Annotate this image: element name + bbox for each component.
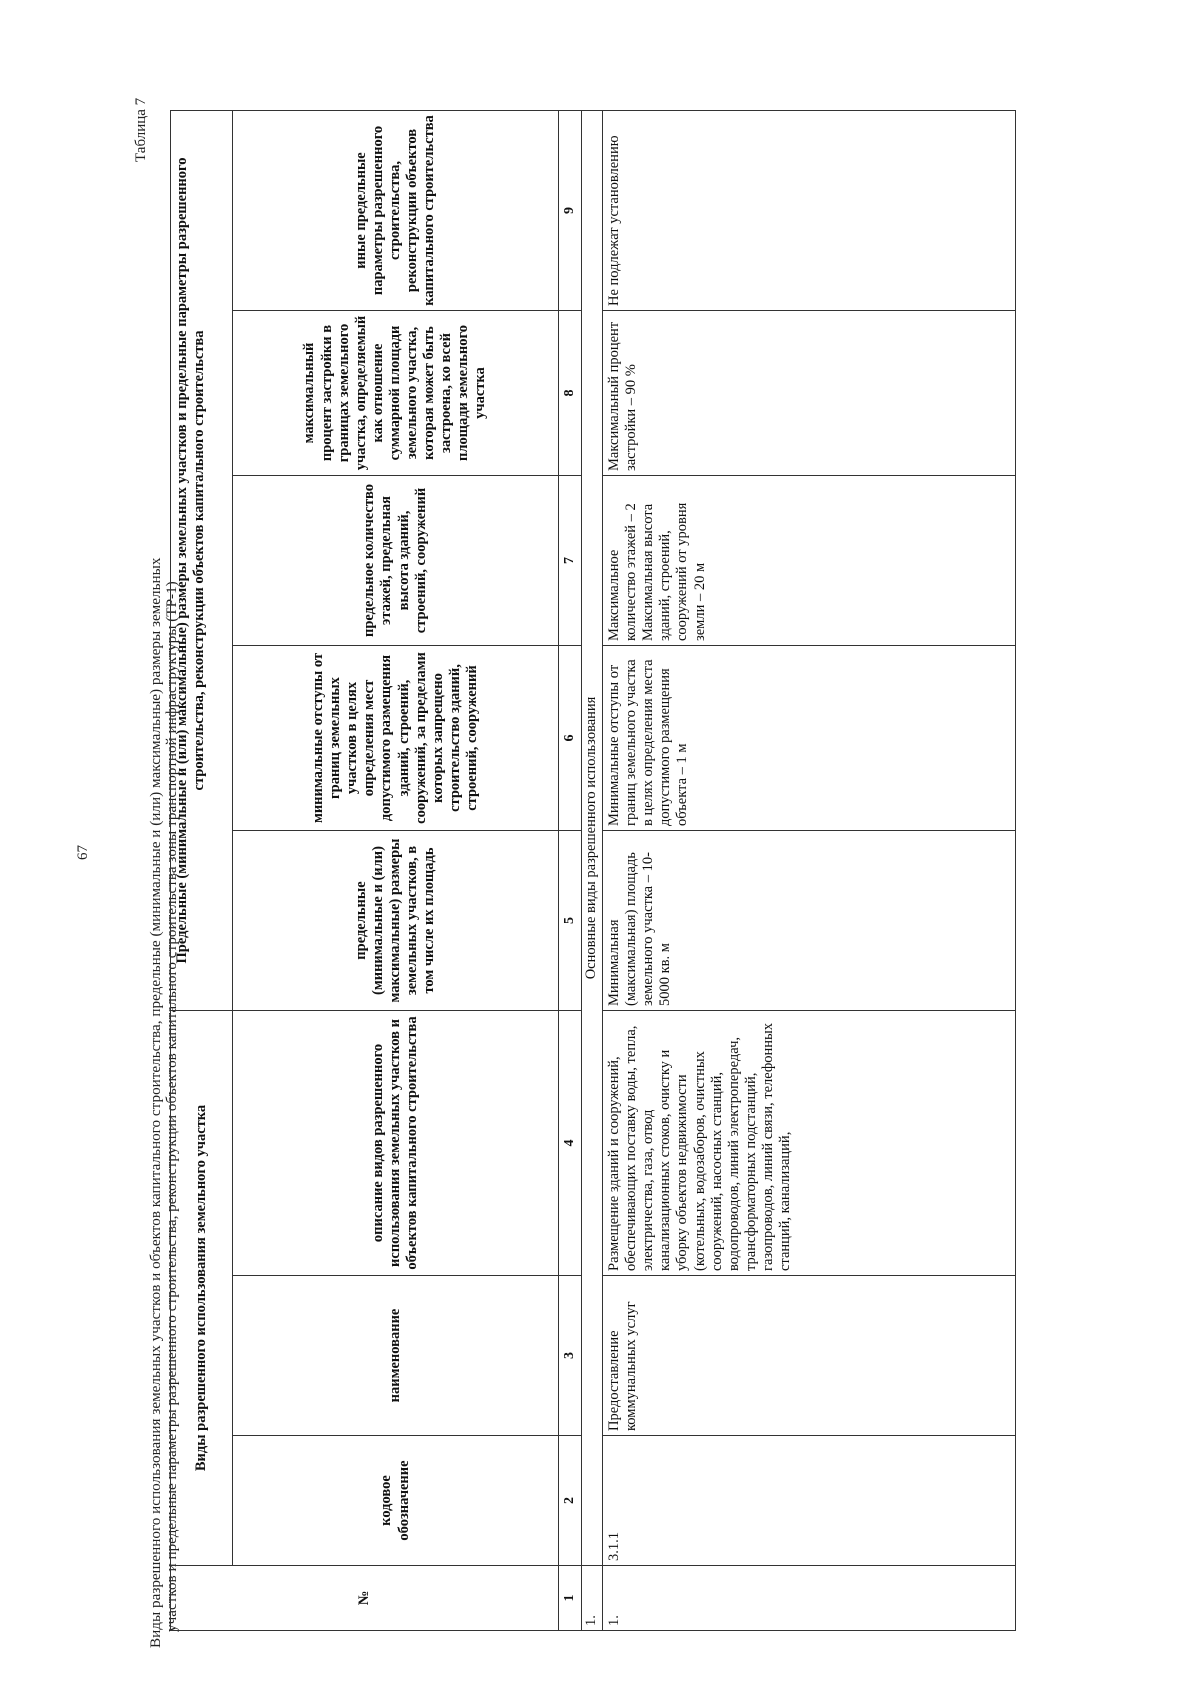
page-number: 67 [75, 845, 91, 860]
col-number-1: 1 [559, 1566, 582, 1631]
header-other: иные предельные параметры разрешенного строительства, реконструкции объектов капитального строительства [233, 110, 559, 310]
header-no: № [171, 1566, 559, 1631]
col-number-5: 5 [559, 831, 582, 1011]
header-area: предельные (минимальные и (или) максимальные) размеры земельных участков, в том числе их площадь [233, 831, 559, 1011]
row-setbacks: Минимальные отступы от границ земельного участка в целях определения места допустимого размещения объекта – 1 м [603, 646, 1016, 831]
col-number-4: 4 [559, 1011, 582, 1276]
row-description: Размещение зданий и сооружений, обеспечивающих поставку воды, тепла, электричества, газа, отвод канализационных стоков, очистку и уборку объектов недвижимости (котельных, водозаборов, очистных сооружений, насосных станций, водопроводов, линий электропередач, трансформаторных подстанций, газопроводов, линий связи, телефонных станций, канализаций, [603, 1011, 1016, 1276]
regulations-table [170, 110, 1016, 1631]
row-floors: Максимальное количество этажей – 2 Максимальная высота зданий, строений, сооружений от уровня земли – 20 м [603, 476, 1016, 646]
header-code: кодовое обозначение [233, 1436, 559, 1566]
table-title-line-1: Виды разрешенного использования земельных участков и объектов капитального строительства, предельные (минимальные и (или) максимальные) размеры земельных [147, 557, 164, 1648]
header-group-params: Предельные (минимальные и (или) максимальные) размеры земельных участков и предельные параметры разрешенного строительства, реконструкции объектов капитального строительства [171, 110, 233, 1010]
header-coverage: максимальный процент застройки в границах земельного участка, определяемый как отношение суммарной площади земельного участка, которая может быть застроена, ко всей площади земельного участка [233, 311, 559, 476]
header-setbacks: минимальные отступы от границ земельных участков в целях определения мест допустимого размещения зданий, строений, сооружений, за пределами которых запрещено строительство зданий, строений, сооружений [233, 646, 559, 831]
header-group-vri: Виды разрешенного использования земельного участка [171, 1011, 233, 1566]
header-name: наименование [233, 1276, 559, 1436]
col-number-7: 7 [559, 476, 582, 646]
row-code: 3.1.1 [603, 1436, 1016, 1566]
section-title: Основные виды разрешенного использования [582, 110, 603, 1565]
section-number: 1. [582, 1566, 603, 1631]
header-row-columns [233, 110, 559, 1630]
col-number-8: 8 [559, 311, 582, 476]
row-name: Предоставление коммунальных услуг [603, 1276, 1016, 1436]
col-number-3: 3 [559, 1276, 582, 1436]
table-title-line-2: участков и предельные параметры разрешенного строительства, реконструкции объектов капитального строительства зоны транспортной инфраструктуры (ТР-1) [163, 581, 180, 1632]
header-description: описание видов разрешенного использования земельных участков и объектов капитального строительства [233, 1011, 559, 1276]
table-caption: Таблица 7 [133, 97, 149, 162]
col-number-2: 2 [559, 1436, 582, 1566]
header-floors: предельное количество этажей, предельная высота зданий, строений, сооружений [233, 476, 559, 646]
row-other: Не подлежат установлению [603, 110, 1016, 310]
section-row [582, 110, 603, 1630]
col-number-6: 6 [559, 646, 582, 831]
row-area: Минимальная (максимальная) площадь земельного участка – 10-5000 кв. м [603, 831, 1016, 1011]
table-row [603, 110, 1016, 1630]
header-row-groups [171, 110, 233, 1630]
row-number: 1. [603, 1566, 1016, 1631]
table-frame [170, 111, 1015, 1631]
column-number-row [559, 110, 582, 1630]
col-number-9: 9 [559, 110, 582, 310]
row-coverage: Максимальный процент застройки – 90 % [603, 311, 1016, 476]
